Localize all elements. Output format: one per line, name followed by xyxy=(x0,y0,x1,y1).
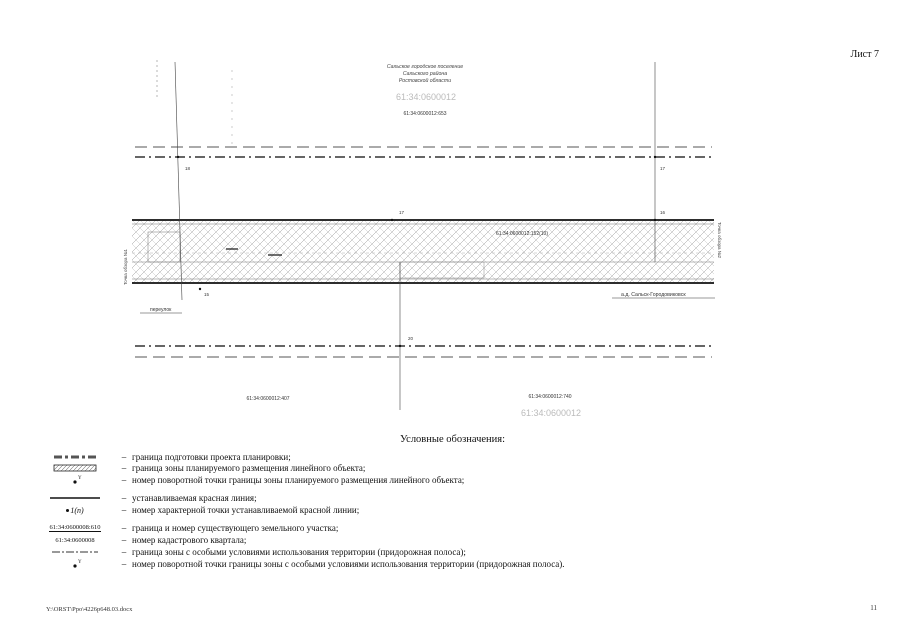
quarter-symbol-label: 61:34:0600008 xyxy=(55,536,95,544)
legend-text: граница и номер существующего земельного участка; xyxy=(132,523,339,533)
legend-text: номер поворотной точки границы зоны планируемого размещения линейного объекта; xyxy=(132,475,465,485)
legend-text: граница зоны с особыми условиями использования территории (придорожная полоса); xyxy=(132,547,466,557)
footer-file-path: Y:\ORST\Ppo\4226p648.03.docx xyxy=(46,606,133,613)
svg-text:Y: Y xyxy=(78,560,82,565)
road-label: а.д. Сальск-Городовиковск xyxy=(621,292,686,298)
legend-text: номер поворотной точки границы зоны с особыми условиями использования территории (придорожная полоса). xyxy=(132,559,565,569)
legend-item: – устанавливаемая красная линия; xyxy=(46,492,866,504)
legend-item: 61:34:0600008 – номер кадастрового квартала; xyxy=(46,534,866,546)
legend-text: устанавливаемая красная линия; xyxy=(132,493,257,503)
point-number: 15 xyxy=(204,292,210,297)
point-number: 17 xyxy=(399,210,405,215)
vertical-label-left: Точка обзора №1 xyxy=(123,248,128,285)
road-label-left: переулок xyxy=(150,307,172,313)
legend-item: – граница подготовки проекта планировки; xyxy=(46,451,866,463)
legend-item: 1(n) – номер характерной точки устанавливаемой красной линии; xyxy=(46,504,866,516)
settlement-line1: Сальское городское поселение xyxy=(386,64,464,70)
roadside-zone-symbol xyxy=(46,546,104,558)
point-number: 18 xyxy=(185,166,191,171)
settlement-line2: Сальского района xyxy=(402,71,448,77)
legend-item: – граница зоны планируемого размещения линейного объекта; xyxy=(46,462,866,474)
quarter-label-bottom: 61:34:0600012 xyxy=(520,408,582,418)
roadside-point-symbol xyxy=(46,558,104,570)
legend-text: граница подготовки проекта планировки; xyxy=(132,452,291,462)
red-line-symbol xyxy=(46,492,104,504)
legend-item: Y – номер поворотной точки границы зоны планируемого размещения линейного объекта; xyxy=(46,474,866,486)
parcel-symbol xyxy=(46,522,104,534)
legend-item: 61:34:0600008:610 – граница и номер существующего земельного участка; xyxy=(46,522,866,534)
quarter-symbol xyxy=(46,534,104,546)
legend-text: граница зоны планируемого размещения линейного объекта; xyxy=(132,463,366,473)
parcel-symbol-label: 61:34:0600008:610 xyxy=(49,524,101,531)
svg-text:Y: Y xyxy=(78,476,82,481)
zone-point-symbol xyxy=(46,474,104,486)
point-number: 20 xyxy=(408,336,414,341)
parcel-label-top: 61:34:0600012:653 xyxy=(403,111,447,117)
point-number: 17 xyxy=(660,166,666,171)
legend-text: номер характерной точки устанавливаемой красной линии; xyxy=(132,505,360,515)
parcel-label-bottom-left: 61:34:0600012:407 xyxy=(246,396,290,402)
red-line-point-symbol xyxy=(46,504,104,516)
vertical-label-right: Точка обзора №2 xyxy=(717,222,722,259)
legend-text: номер кадастрового квартала; xyxy=(132,535,247,545)
legend-title: Условные обозначения: xyxy=(399,434,505,445)
parcel-label-mid: 61:34:0600012:152(10) xyxy=(496,231,548,237)
legend-item: Y – номер поворотной точки границы зоны с особыми условиями использования территории (придорожная полоса). xyxy=(46,558,866,570)
legend-item: – граница зоны с особыми условиями использования территории (придорожная полоса); xyxy=(46,546,866,558)
linear-object-zone-symbol xyxy=(46,462,104,474)
settlement-line3: Ростовской области xyxy=(398,78,452,84)
linear-object-zone xyxy=(132,220,714,283)
page-number: 11 xyxy=(870,604,877,612)
parcel-label-bottom-right: 61:34:0600012:740 xyxy=(528,394,572,400)
red-line-point-label: 1(n) xyxy=(70,505,84,515)
sheet-number: Лист 7 xyxy=(850,49,879,60)
point-number: 16 xyxy=(660,210,666,215)
quarter-label-top: 61:34:0600012 xyxy=(395,92,457,102)
